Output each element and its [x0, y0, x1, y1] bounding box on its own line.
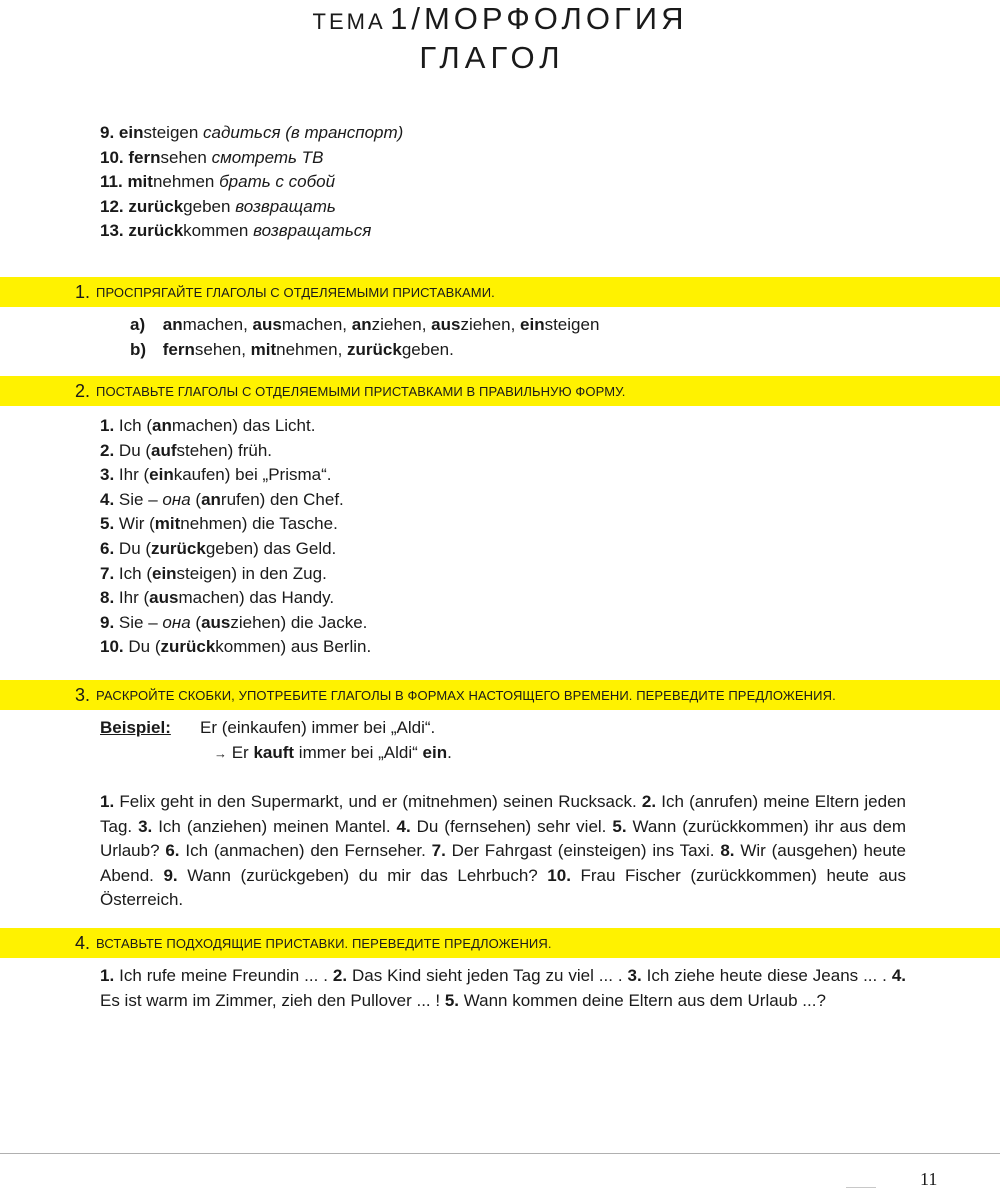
list-item: b) fernsehen, mitnehmen, zurückgeben.	[130, 339, 454, 359]
vocab-item: 10. fernsehen смотреть ТВ	[100, 147, 324, 167]
vocab-item: 12. zurückgeben возвращать	[100, 196, 336, 216]
footer-mark	[846, 1187, 876, 1188]
list-item: 6. Du (zurückgeben) das Geld.	[100, 538, 337, 558]
exercise-4-header	[0, 928, 1000, 958]
exercise-number: 1.	[75, 282, 91, 302]
exercise-1-body	[130, 313, 599, 362]
list-item: 5. Wir (mitnehmen) die Tasche.	[100, 514, 338, 534]
header-subtitle: ГЛАГОЛ	[419, 40, 565, 75]
exercise-2-body	[100, 414, 371, 660]
list-item: 4. Sie – она (anrufen) den Chef.	[100, 489, 344, 509]
vocab-item: 11. mitnehmen брать с собой	[100, 172, 336, 192]
exercise-title: ПОСТАВЬТЕ ГЛАГОЛЫ С ОТДЕЛЯЕМЫМИ ПРИСТАВКАМИ В ПРАВИЛЬНУЮ ФОРМУ.	[96, 384, 626, 399]
exercise-1-header	[0, 277, 1000, 307]
list-item: 10. Du (zurückkommen) aus Berlin.	[100, 637, 372, 657]
vocab-list	[100, 121, 403, 244]
list-item: 1. Ich (anmachen) das Licht.	[100, 416, 316, 435]
exercise-number: 3.	[75, 685, 91, 705]
exercise-title: ВСТАВЬТЕ ПОДХОДЯЩИЕ ПРИСТАВКИ. ПЕРЕВЕДИТЕ ПРЕДЛОЖЕНИЯ.	[96, 936, 552, 951]
exercise-3-header	[0, 680, 1000, 710]
vocab-item: 13. zurückkommen возвращаться	[100, 221, 372, 241]
arrow-icon: →	[214, 746, 227, 761]
exercise-number: 2.	[75, 381, 91, 401]
exercise-2-header	[0, 376, 1000, 406]
list-item: 9. Sie – она (ausziehen) die Jacke.	[100, 612, 368, 632]
vocab-item: 9. einsteigen садиться (в транспорт)	[100, 123, 404, 142]
header-prefix: ТЕМА	[312, 9, 386, 34]
list-item: 2. Du (aufstehen) früh.	[100, 440, 272, 460]
list-item: 7. Ich (einsteigen) in den Zug.	[100, 563, 327, 583]
list-item: 3. Ihr (einkaufen) bei „Prisma“.	[100, 465, 332, 485]
page-number: 11	[920, 1169, 938, 1189]
list-item: 8. Ihr (ausmachen) das Handy.	[100, 588, 335, 608]
example-answer: → Er kauft immer bei „Aldi“ ein.	[214, 743, 452, 762]
exercise-4-sentences: 1. Ich rufe meine Freundin ... . 2. Das Kind sieht jeden Tag zu viel ... . 3. Ich ziehe heute diese Jeans ... . 4. Es ist warm im Zimmer, zieh den Pullover ... ! 5. Wann kommen deine Eltern aus dem Urlaub ...?	[100, 966, 906, 1010]
example-label: Beispiel:	[100, 718, 171, 737]
exercise-title: РАСКРОЙТЕ СКОБКИ, УПОТРЕБИТЕ ГЛАГОЛЫ В ФОРМАХ НАСТОЯЩЕГО ВРЕМЕНИ. ПЕРЕВЕДИТЕ ПРЕДЛОЖЕНИЯ.	[96, 688, 836, 703]
exercise-title: ПРОСПРЯГАЙТЕ ГЛАГОЛЫ С ОТДЕЛЯЕМЫМИ ПРИСТАВКАМИ.	[96, 285, 495, 300]
exercise-3-sentences: 1. Felix geht in den Supermarkt, und er (mitnehmen) seinen Rucksack. 2. Ich (anrufen) meine Eltern jeden Tag. 3. Ich (anziehen) meinen Mantel. 4. Du (fernsehen) sehr viel. 5. Wann (zurückkommen) ihr aus dem Urlaub? 6. Ich (anmachen) den Fernseher. 7. Der Fahrgast (einsteigen) ins Taxi. 8. Wir (ausgehen) heute Abend. 9. Wann (zurückgeben) du mir das Lehrbuch? 10. Frau Fischer (zurückkommen) heute aus Österreich.	[100, 792, 906, 910]
footer-divider	[0, 1153, 1000, 1154]
exercise-number: 4.	[75, 933, 91, 953]
list-item: a) anmachen, ausmachen, anziehen, ausziehen, einsteigen	[130, 315, 600, 334]
header-title: 1/МОРФОЛОГИЯ	[390, 1, 688, 36]
page-header	[0, 2, 1000, 42]
example-line: Er (einkaufen) immer bei „Aldi“.	[200, 718, 436, 737]
